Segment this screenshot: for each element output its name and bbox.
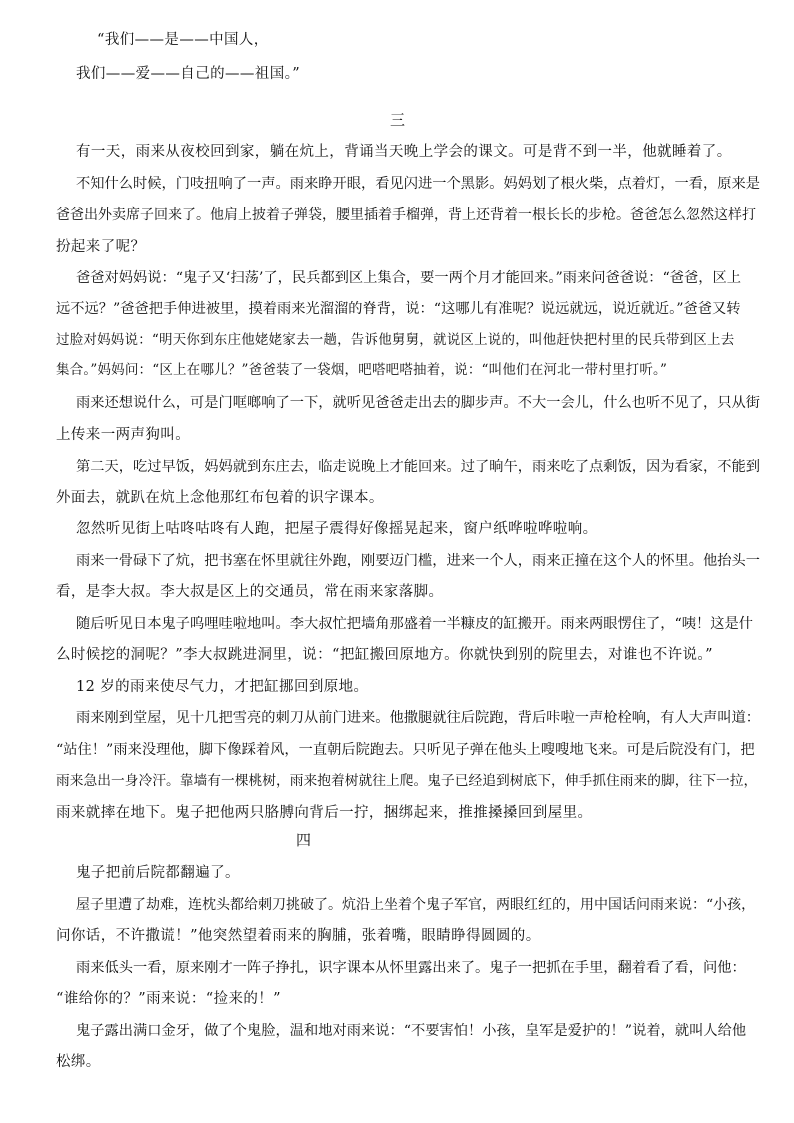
section-heading-4: 四 — [296, 831, 312, 849]
paragraph-line: 忽然听见街上咕咚咕咚有人跑，把屋子震得好像摇晃起来，窗户纸哗啦哗啦响。 — [76, 521, 598, 537]
paragraph-line: 雨来低头一看，原来刚才一阵子挣扎，识字课本从怀里露出来了。鬼子一把抓在手里，翻着看了看，问他： — [76, 960, 746, 976]
paragraph-line: 有一天，雨来从夜校回到家，躺在炕上，背诵当天晚上学会的课文。可是背不到一半，他就睡着了。 — [76, 144, 732, 160]
paragraph-line: 12 岁的雨来使尽气力，才把缸挪回到原地。 — [76, 679, 369, 695]
paragraph-line: 过脸对妈妈说：“明天你到东庄他姥姥家去一趟，告诉他舅舅，就说区上说的，叫他赶快把村里的民兵带到区上去 — [56, 332, 735, 348]
paragraph-line: 么时候挖的洞呢？”李大叔跳进洞里，说：“把缸搬回原地方。你就快到别的院里去，对谁也不许说。” — [56, 647, 713, 663]
poem-line-1: “我们——是——中国人， — [97, 32, 269, 48]
paragraph-line: “站住！”雨来没理他，脚下像踩着风，一直朝后院跑去。只听见子弹在他头上嗖嗖地飞来。可是后院没有门，把 — [56, 742, 755, 758]
paragraph-line: 看，是李大叔。李大叔是区上的交通员，常在雨来家落脚。 — [56, 584, 444, 600]
paragraph-line: 雨来一骨碌下了炕，把书塞在怀里就往外跑，刚要迈门槛，进来一个人，雨来正撞在这个人的怀里。他抬头一 — [76, 553, 761, 569]
poem-line-2: 我们——爱——自己的——祖国。” — [76, 66, 301, 82]
paragraph-line: 雨来就摔在地下。鬼子把他两只胳膊向背后一拧，捆绑起来，推推搡搡回到屋里。 — [56, 805, 593, 821]
paragraph-line: 爸爸对妈妈说：“鬼子又‘扫荡’了，民兵都到区上集合，要一两个月才能回来。”雨来问爸爸说：“爸爸，区上 — [76, 270, 742, 286]
paragraph-line: 随后听见日本鬼子呜哩哇啦地叫。李大叔忙把墙角那盛着一半糠皮的缸搬开。雨来两眼愣住了，“咦！这是什 — [76, 616, 754, 632]
paragraph-line: 屋子里遭了劫难，连枕头都给刺刀挑破了。炕沿上坐着个鬼子军官，两眼红红的，用中国话问雨来说：“小孩， — [76, 897, 756, 913]
paragraph-line: 鬼子露出满口金牙，做了个鬼脸，温和地对雨来说：“不要害怕！小孩，皇军是爱护的！”说着，就叫人给他 — [76, 1023, 747, 1039]
paragraph-line: 雨来还想说什么，可是门哐啷响了一下，就听见爸爸走出去的脚步声。不大一会儿，什么也听不见了，只从街 — [76, 395, 761, 411]
paragraph-line: 上传来一两声狗叫。 — [56, 427, 191, 443]
paragraph-line: 集合。”妈妈问：“区上在哪儿？”爸爸装了一袋烟，吧嗒吧嗒抽着，说：“叫他们在河北一带村里打听。” — [56, 362, 668, 378]
paragraph-line: 远不远？”爸爸把手伸进被里，摸着雨来光溜溜的脊背，说：“这哪儿有准呢？说远就远，说近就近。”爸爸又转 — [56, 301, 741, 317]
paragraph-line: 不知什么时候，门吱扭响了一声。雨来睁开眼，看见闪进一个黑影。妈妈划了根火柴，点着灯，一看，原来是 — [76, 176, 761, 192]
paragraph-line: “谁给你的？”雨来说：“捡来的！” — [56, 991, 281, 1007]
paragraph-line: 扮起来了呢？ — [56, 239, 146, 255]
paragraph-line: 鬼子把前后院都翻遍了。 — [76, 865, 240, 881]
paragraph-line: 爸爸出外卖席子回来了。他肩上披着子弹袋，腰里插着手榴弹，背上还背着一根长长的步枪。爸爸怎么忽然这样打 — [56, 207, 756, 223]
paragraph-line: 第二天，吃过早饭，妈妈就到东庄去，临走说晚上才能回来。过了晌午，雨来吃了点剩饭，因为看家，不能到 — [76, 459, 761, 475]
paragraph-line: 外面去，就趴在炕上念他那红布包着的识字课本。 — [56, 490, 384, 506]
section-heading-3: 三 — [390, 111, 406, 129]
paragraph-line: 雨来急出一身冷汗。靠墙有一棵桃树，雨来抱着树就往上爬。鬼子已经追到树底下，伸手抓住雨来的脚，往下一拉， — [56, 773, 758, 789]
paragraph-line: 雨来刚到堂屋，见十几把雪亮的刺刀从前门进来。他撒腿就往后院跑，背后咔啦一声枪栓响，有人大声叫道： — [76, 710, 761, 726]
paragraph-line: 问你话，不许撒谎！”他突然望着雨来的胸脯，张着嘴，眼睛睁得圆圆的。 — [56, 928, 541, 944]
paragraph-line: 松绑。 — [56, 1054, 101, 1070]
